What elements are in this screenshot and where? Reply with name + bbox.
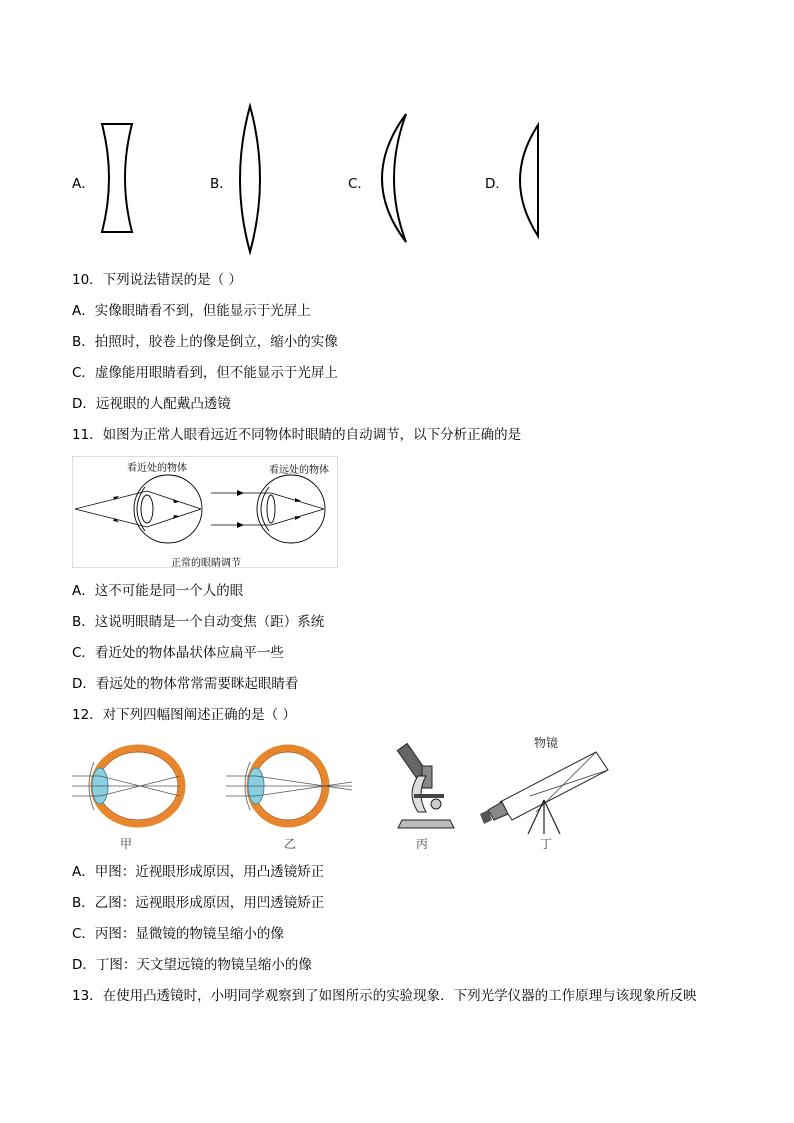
q10-option-d: D．远视眼的人配戴凸透镜 <box>72 396 231 412</box>
near-object-caption: 看近处的物体 <box>127 463 187 474</box>
q12-option-a: A．甲图：近视眼形成原因，用凸透镜矫正 <box>72 864 325 880</box>
eye-diagram-icon <box>73 457 337 567</box>
normal-eye-caption: 正常的眼睛调节 <box>171 558 241 569</box>
option-c-label: C． <box>348 176 371 192</box>
q11-stem: 11．如图为正常人眼看远近不同物体时眼睛的自动调节，以下分析正确的是 <box>72 427 522 443</box>
option-d-label: D． <box>485 176 509 192</box>
objective-lens-label: 物镜 <box>534 736 559 750</box>
plano-convex-lens-icon <box>512 122 542 240</box>
q12-option-d: D．丁图：天文望远镜的物镜呈缩小的像 <box>72 957 312 973</box>
meniscus-lens-icon <box>372 112 412 246</box>
label-ding: 丁 <box>540 837 553 851</box>
q12-option-c: C．丙图：显微镜的物镜呈缩小的像 <box>72 926 284 942</box>
q10-option-b: B．拍照时，胶卷上的像是倒立，缩小的实像 <box>72 334 338 350</box>
q10-option-a: A．实像眼睛看不到，但能显示于光屏上 <box>72 303 311 319</box>
myopia-eye-icon <box>72 740 190 832</box>
label-yi: 乙 <box>284 837 297 851</box>
option-b-label: B． <box>210 176 233 192</box>
option-a-label: A． <box>72 176 95 192</box>
q11-option-c: C．看近处的物体晶状体应扁平一些 <box>72 645 284 661</box>
far-object-caption: 看远处的物体 <box>269 465 329 476</box>
q13-stem: 13．在使用凸透镜时，小明同学观察到了如图所示的实验现象．下列光学仪器的工作原理与该现象所反映 <box>72 988 697 1004</box>
q10-option-c: C．虚像能用眼睛看到，但不能显示于光屏上 <box>72 365 338 381</box>
q12-option-b: B．乙图：远视眼形成原因，用凹透镜矫正 <box>72 895 325 911</box>
biconcave-lens-icon <box>96 120 140 236</box>
biconvex-lens-icon <box>236 104 266 254</box>
microscope-icon <box>392 736 462 832</box>
label-jia: 甲 <box>120 837 133 851</box>
telescope-icon <box>478 740 618 836</box>
q11-option-a: A．这不可能是同一个人的眼 <box>72 583 244 599</box>
label-bing: 丙 <box>416 837 429 851</box>
q10-stem: 10．下列说法错误的是（ ） <box>72 272 242 288</box>
q12-stem: 12．对下列四幅图阐述正确的是（ ） <box>72 707 296 723</box>
q11-option-b: B．这说明眼睛是一个自动变焦（距）系统 <box>72 614 325 630</box>
q11-option-d: D．看远处的物体常常需要眯起眼睛看 <box>72 676 299 692</box>
hyperopia-eye-icon <box>226 740 354 832</box>
eye-accommodation-figure <box>72 456 338 568</box>
